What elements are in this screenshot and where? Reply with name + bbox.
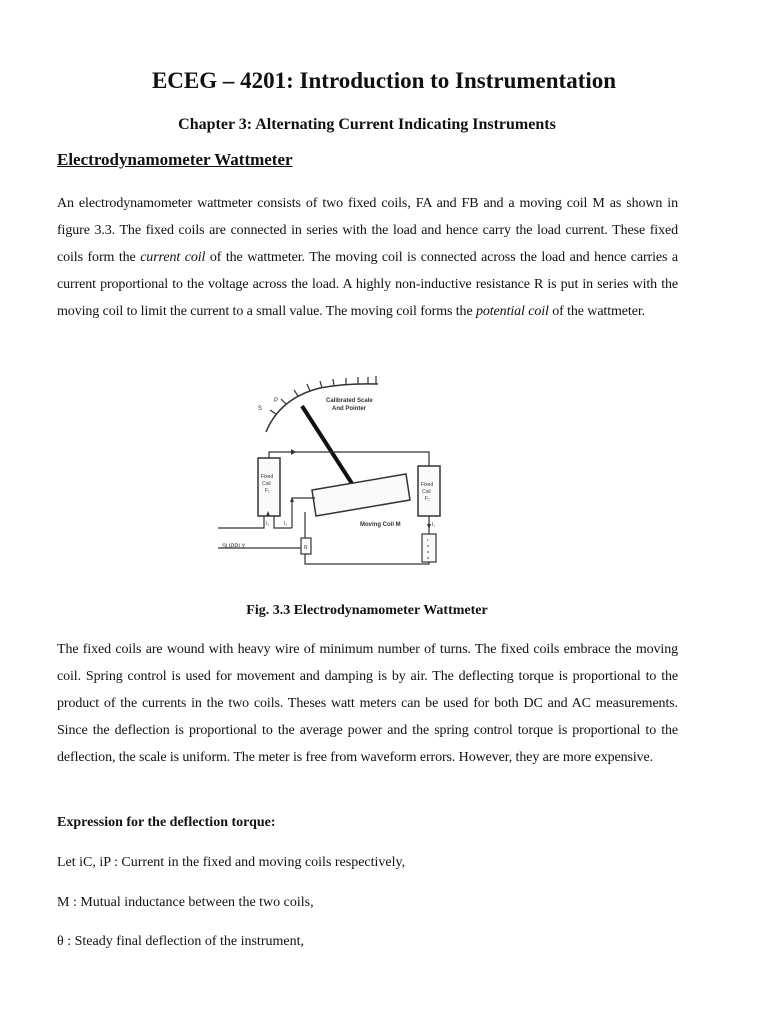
intro-text-2: of the wattmeter. The moving coil is connected across the load and hence carries a current proportional to the voltage across the load. A highly non-inductive resistance R is put in series with the moving coil to limit the current to a small value. The moving coil forms the (57, 250, 679, 319)
fixed-coil-left-line3: F₁ (265, 488, 270, 494)
pointer-needle (302, 406, 360, 496)
load-label-3: a (427, 549, 430, 554)
intro-text-1: An electrodynamometer wattmeter consists of two fixed coils, FA and FB and a moving coil M as shown in figure 3.3. The fixed coils are connected in series with the load and hence carry the load current. These fixed coils form the (57, 196, 678, 265)
scale-label-line2: And Pointer (332, 406, 366, 412)
scale-label-line1: Calibrated Scale (326, 398, 373, 404)
scale-label-p: P (274, 398, 279, 404)
definition-currents: Let iC, iP : Current in the fixed and moving coils respectively, (57, 855, 406, 870)
fixed-coil-left-line2: Coil (262, 481, 271, 487)
moving-coil-label: Moving Coil M (360, 522, 401, 528)
wattmeter-figure (218, 366, 518, 581)
current-label-left: I₁ (266, 521, 270, 527)
description-paragraph: The fixed coils are wound with heavy wire of minimum number of turns. The fixed coils embrace the moving coil. Spring control is used for movement and damping is by air. The deflecting torque is proportional to the product of the currents in the two coils. Theses watt meters can be used for both DC and AC measurements. Since the deflection is proportional to the average power and the spring control torque is proportional to the deflection, the scale is uniform. The meter is free from waveform errors. However, they are more expensive. (57, 642, 678, 765)
torque-subheading: Expression for the deflection torque: (57, 815, 276, 830)
course-title: ECEG – 4201: Introduction to Instrumentation (151, 68, 617, 93)
intro-paragraph (57, 190, 678, 325)
scale-label-s: S (258, 406, 263, 412)
supply-label: SUPPLY (222, 544, 246, 550)
section-heading: Electrodynamometer Wattmeter (57, 150, 293, 169)
load-label-1: L (427, 537, 430, 542)
potential-coil-term: potential coil (475, 304, 549, 319)
wattmeter-diagram (218, 366, 518, 581)
current-coil-term: current coil (140, 250, 206, 265)
fixed-coil-right-line3: F₂ (425, 496, 430, 502)
current-label-mid: I₂ (284, 521, 288, 527)
load-label-4: d (427, 555, 430, 560)
definition-mutual-inductance: M : Mutual inductance between the two coils, (57, 895, 314, 910)
fixed-coil-right-line2: Coil (422, 489, 431, 495)
fixed-coil-left (258, 458, 280, 516)
intro-text-3: of the wattmeter. (548, 304, 646, 319)
moving-coil (312, 474, 410, 516)
fixed-coil-right-line1: Fixed (421, 482, 434, 488)
chapter-heading: Chapter 3: Alternating Current Indicating Instruments (178, 116, 556, 133)
load-label-2: o (427, 543, 430, 548)
figure-caption: Fig. 3.3 Electrodynamometer Wattmeter (246, 603, 488, 618)
resistor-label: R (304, 545, 308, 551)
current-label-right: I₁ (432, 522, 436, 528)
definition-deflection: θ : Steady final deflection of the instrument, (57, 934, 304, 949)
fixed-coil-left-line1: Fixed (261, 474, 274, 480)
